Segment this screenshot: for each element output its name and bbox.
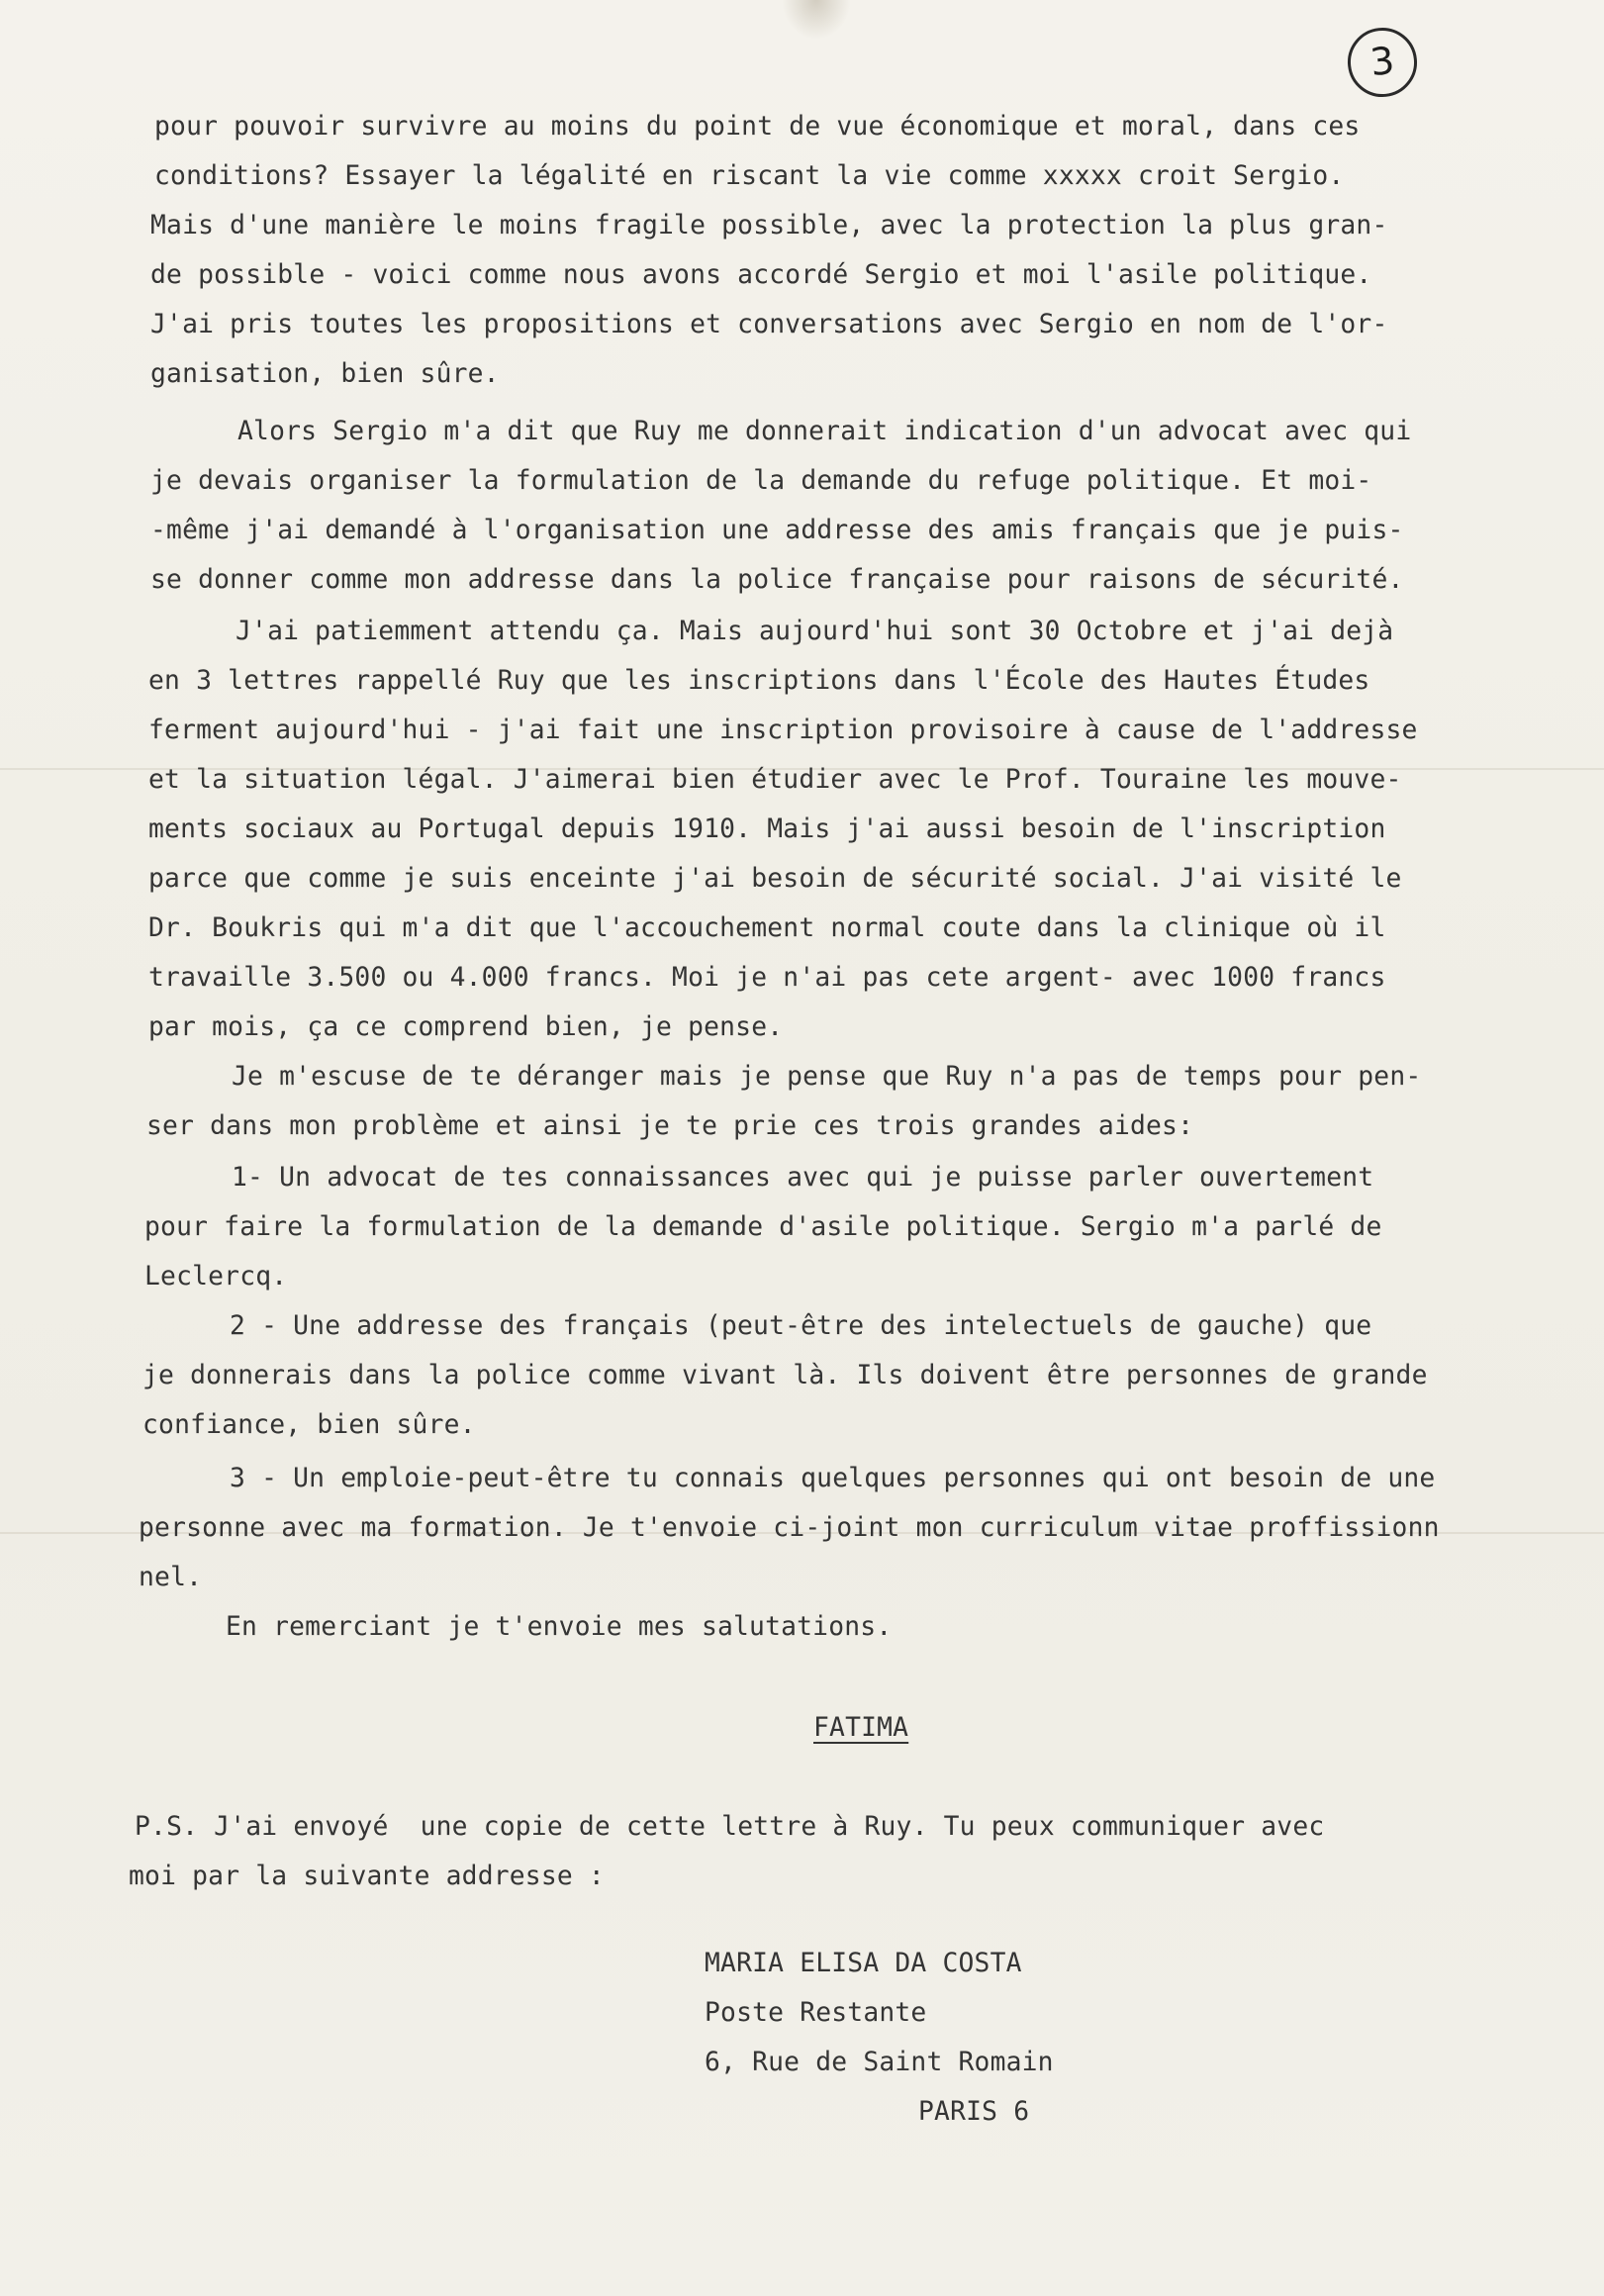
letter-line: confiance, bien sûre. bbox=[142, 1410, 476, 1440]
paper-tear-mark bbox=[782, 0, 851, 40]
letter-line: 1- Un advocat de tes connaissances avec qui je puisse parler ouvertement bbox=[232, 1163, 1374, 1193]
letter-line: et la situation légal. J'aimerai bien étudier avec le Prof. Touraine les mouve- bbox=[148, 765, 1402, 795]
letter-line: 2 - Une addresse des français (peut-être des intelectuels de gauche) que bbox=[230, 1311, 1372, 1341]
signature-name: FATIMA bbox=[813, 1713, 909, 1743]
letter-line: personne avec ma formation. Je t'envoie ci-joint mon curriculum vitae proffissionn bbox=[139, 1513, 1440, 1543]
postscript-line: moi par la suivante addresse : bbox=[129, 1862, 605, 1891]
letter-line: Je m'escuse de te déranger mais je pense que Ruy n'a pas de temps pour pen- bbox=[232, 1062, 1422, 1092]
letter-line: parce que comme je suis enceinte j'ai besoin de sécurité social. J'ai visité le bbox=[148, 864, 1402, 894]
letter-line: ments sociaux au Portugal depuis 1910. Mais j'ai aussi besoin de l'inscription bbox=[148, 814, 1386, 844]
letter-line: 3 - Un emploie-peut-être tu connais quelques personnes qui ont besoin de une bbox=[230, 1464, 1436, 1493]
page-number-circled: 3 bbox=[1345, 25, 1421, 101]
address-line: PARIS 6 bbox=[918, 2097, 1030, 2127]
letter-line: je devais organiser la formulation de la demande du refuge politique. Et moi- bbox=[150, 466, 1372, 496]
letter-line: pour faire la formulation de la demande d'asile politique. Sergio m'a parlé de bbox=[144, 1212, 1382, 1242]
letter-line: J'ai patiemment attendu ça. Mais aujourd'hui sont 30 Octobre et j'ai dejà bbox=[236, 617, 1394, 646]
letter-line: Alors Sergio m'a dit que Ruy me donnerait indication d'un advocat avec qui bbox=[237, 417, 1412, 446]
letter-line: ferment aujourd'hui - j'ai fait une inscription provisoire à cause de l'addresse bbox=[148, 716, 1418, 745]
letter-line: Leclercq. bbox=[144, 1262, 288, 1292]
letter-line: J'ai pris toutes les propositions et conversations avec Sergio en nom de l'or- bbox=[150, 310, 1388, 339]
address-line: 6, Rue de Saint Romain bbox=[705, 2048, 1054, 2077]
letter-line: je donnerais dans la police comme vivant là. Ils doivent être personnes de grande bbox=[142, 1361, 1428, 1390]
letter-line: se donner comme mon addresse dans la police française pour raisons de sécurité. bbox=[150, 565, 1404, 595]
letter-line: travaille 3.500 ou 4.000 francs. Moi je n'ai pas cete argent- avec 1000 francs bbox=[148, 963, 1386, 993]
letter-line: conditions? Essayer la légalité en riscant la vie comme xxxxx croit Sergio. bbox=[154, 161, 1345, 191]
letter-line: ser dans mon problème et ainsi je te prie ces trois grandes aides: bbox=[146, 1111, 1194, 1141]
letter-line: par mois, ça ce comprend bien, je pense. bbox=[148, 1012, 784, 1042]
letter-line: Dr. Boukris qui m'a dit que l'accouchement normal coute dans la clinique où il bbox=[148, 913, 1386, 943]
postscript-line: P.S. J'ai envoyé une copie de cette lettre à Ruy. Tu peux communiquer avec bbox=[135, 1812, 1325, 1842]
letter-line: En remerciant je t'envoie mes salutations. bbox=[226, 1612, 893, 1642]
letter-line: en 3 lettres rappellé Ruy que les inscriptions dans l'École des Hautes Études bbox=[148, 666, 1370, 696]
letter-line: nel. bbox=[139, 1563, 203, 1592]
letter-line: -même j'ai demandé à l'organisation une addresse des amis français que je puis- bbox=[150, 516, 1404, 545]
address-line: Poste Restante bbox=[705, 1998, 927, 2028]
letter-line: de possible - voici comme nous avons accordé Sergio et moi l'asile politique. bbox=[150, 260, 1372, 290]
letter-line: pour pouvoir survivre au moins du point de vue économique et moral, dans ces bbox=[154, 112, 1361, 142]
letter-line: ganisation, bien sûre. bbox=[150, 359, 500, 389]
letter-line: Mais d'une manière le moins fragile possible, avec la protection la plus gran- bbox=[150, 211, 1388, 240]
address-line: MARIA ELISA DA COSTA bbox=[705, 1949, 1022, 1978]
